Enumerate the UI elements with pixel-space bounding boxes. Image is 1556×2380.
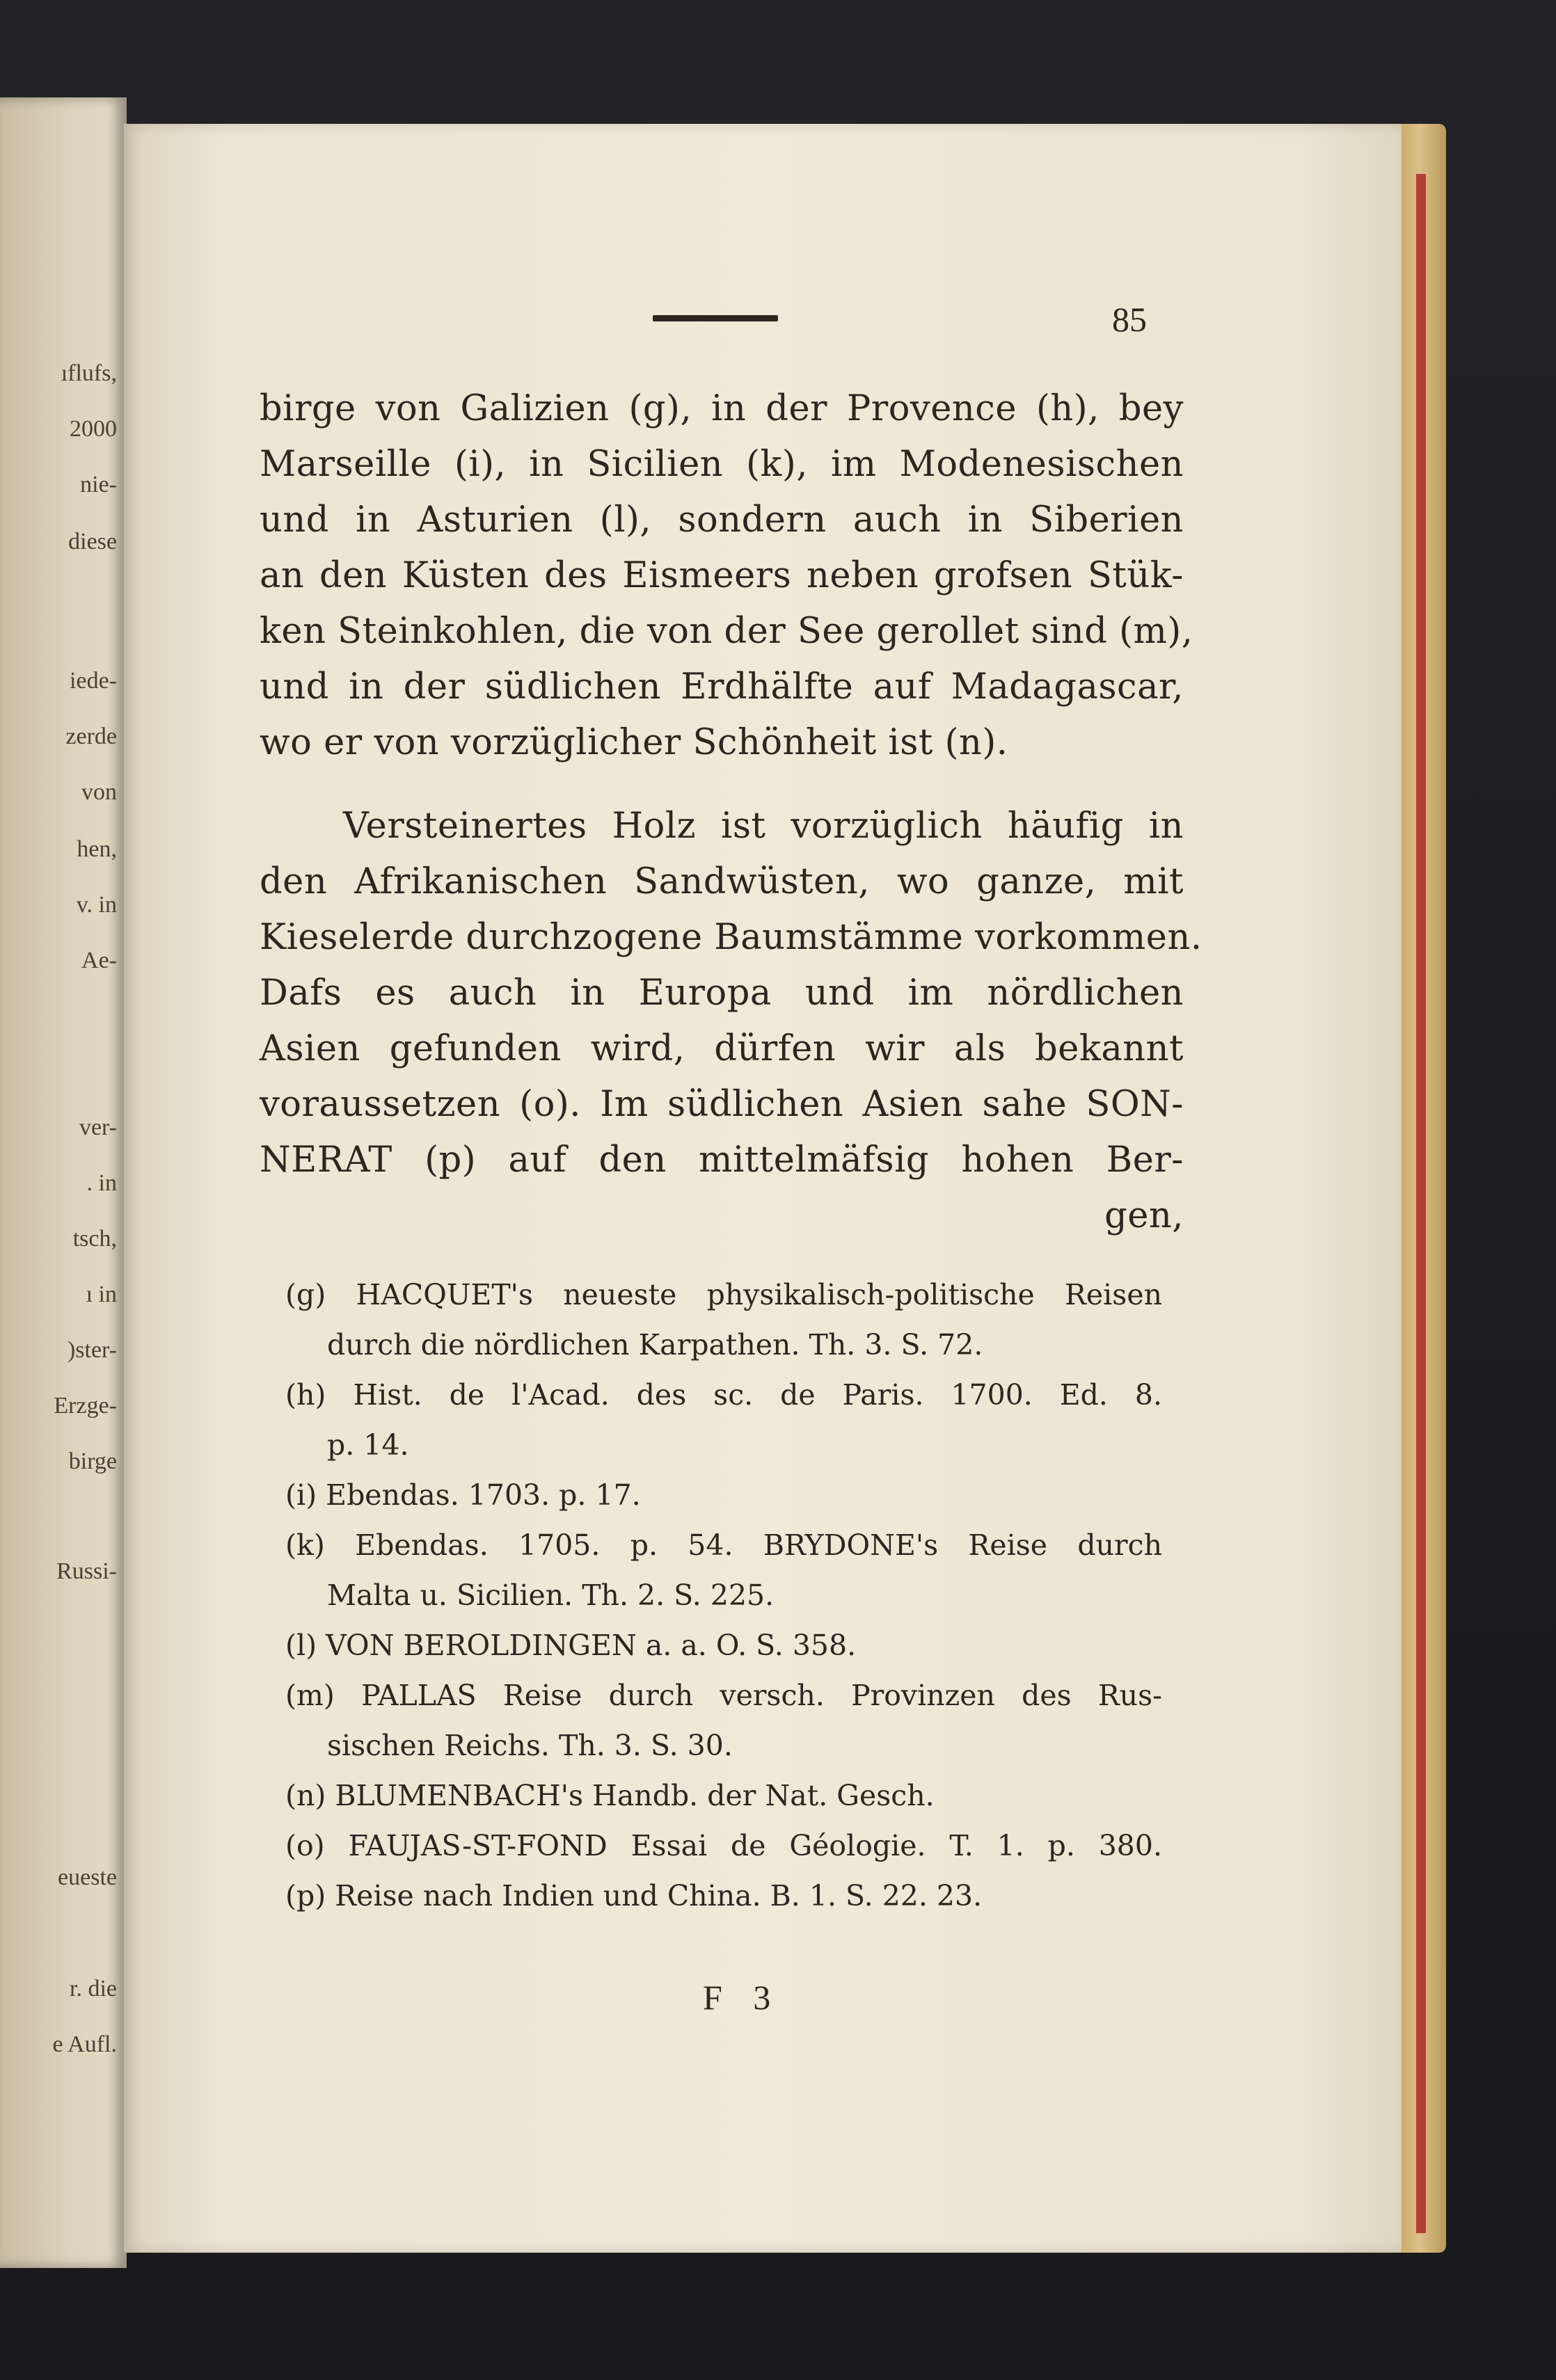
- facing-page-line: Ae-: [81, 948, 117, 973]
- facing-page-line: Erzge-: [54, 1393, 117, 1419]
- footnote-line: (o) FAUJAS-ST-FOND Essai de Géologie. T. 1. p. 380.: [285, 1829, 1162, 1862]
- facing-page-line: zerde: [65, 724, 117, 749]
- footnotes: [285, 1270, 1162, 1921]
- text-line: den Afrikanischen Sandwüsten, wo ganze, mit: [260, 861, 1184, 902]
- text-line: voraussetzen (o). Im südlichen Asien sahe SON-: [260, 1084, 1184, 1125]
- footnote-line: (m) PALLAS Reise durch versch. Provinzen des Rus-: [285, 1679, 1162, 1712]
- facing-page-line: diese: [68, 529, 117, 554]
- facing-page-line: Russi-: [56, 1558, 117, 1584]
- facing-page-line: ı in: [86, 1281, 117, 1307]
- red-page-edge: [1416, 174, 1426, 2233]
- footnote-line: Malta u. Sicilien. Th. 2. S. 225.: [327, 1579, 775, 1612]
- footnote-line: (i) Ebendas. 1703. p. 17.: [285, 1478, 641, 1512]
- footnote-line: p. 14.: [327, 1428, 409, 1462]
- facing-page-line: hen,: [77, 836, 117, 862]
- facing-page-line: nie-: [80, 472, 117, 497]
- footnote-line: (p) Reise nach Indien und China. B. 1. S. 22. 23.: [285, 1879, 983, 1912]
- text-line: Asien gefunden wird, dürfen wir als bekannt: [260, 1028, 1184, 1069]
- facing-page-line: tsch,: [72, 1226, 117, 1252]
- page-number: 85: [1112, 300, 1147, 339]
- text-line: gen,: [1104, 1195, 1184, 1236]
- text-line: Kieselerde durchzogene Baumstämme vorkommen.: [260, 917, 1202, 958]
- footnote-line: (l) VON BEROLDINGEN a. a. O. S. 358.: [285, 1629, 857, 1662]
- facing-page-line: r. die: [70, 1976, 117, 2002]
- paragraph-gap: [260, 771, 1184, 799]
- footnote-line: sischen Reichs. Th. 3. S. 30.: [327, 1729, 733, 1762]
- text-line: und in Asturien (l), sondern auch in Siberien: [260, 500, 1184, 541]
- facing-page-edge: [0, 97, 127, 2268]
- body-text: [260, 381, 1202, 1244]
- footnote-line: (k) Ebendas. 1705. p. 54. BRYDONE's Reise durch: [285, 1528, 1162, 1562]
- facing-page-line: birge: [68, 1448, 117, 1474]
- signature-mark: F 3: [703, 1978, 782, 2017]
- facing-page-line: von: [81, 779, 117, 805]
- text-line: birge von Galizien (g), in der Provence (h), bey: [260, 388, 1184, 429]
- text-line: NERAT (p) auf den mittelmäfsig hohen Ber-: [260, 1140, 1184, 1181]
- facing-page-line: ıflufs,: [61, 360, 117, 386]
- text-line: Versteinertes Holz ist vorzüglich häufig in: [343, 806, 1184, 847]
- facing-page-line: 2000: [70, 416, 117, 442]
- facing-page-line: )ster-: [67, 1337, 117, 1363]
- text-line: und in der südlichen Erdhälfte auf Madagascar,: [260, 666, 1184, 708]
- footnote-line: (g) HACQUET's neueste physikalisch-politische Reisen: [285, 1278, 1162, 1311]
- facing-page-line: ver-: [79, 1115, 117, 1140]
- facing-page-line: e Aufl.: [52, 2031, 117, 2057]
- text-line: Marseille (i), in Sicilien (k), im Modenesischen: [260, 444, 1184, 485]
- footnote-line: (h) Hist. de l'Acad. des sc. de Paris. 1700. Ed. 8.: [285, 1378, 1162, 1412]
- facing-page-line: v. in: [76, 892, 117, 918]
- facing-page-line: . in: [86, 1170, 117, 1196]
- text-line: Dafs es auch in Europa und im nördlichen: [260, 973, 1184, 1014]
- facing-page-line: iede-: [70, 668, 117, 694]
- text-line: an den Küsten des Eismeers neben grofsen Stük-: [260, 555, 1184, 596]
- header-rule: [653, 315, 778, 321]
- footnote-line: (n) BLUMENBACH's Handb. der Nat. Gesch.: [285, 1779, 935, 1812]
- text-line: ken Steinkohlen, die von der See gerollet sind (m),: [260, 611, 1193, 652]
- facing-page-line: eueste: [58, 1864, 117, 1890]
- text-line: wo er von vorzüglicher Schönheit ist (n).: [260, 722, 1008, 763]
- footnote-line: durch die nördlichen Karpathen. Th. 3. S. 72.: [327, 1328, 983, 1361]
